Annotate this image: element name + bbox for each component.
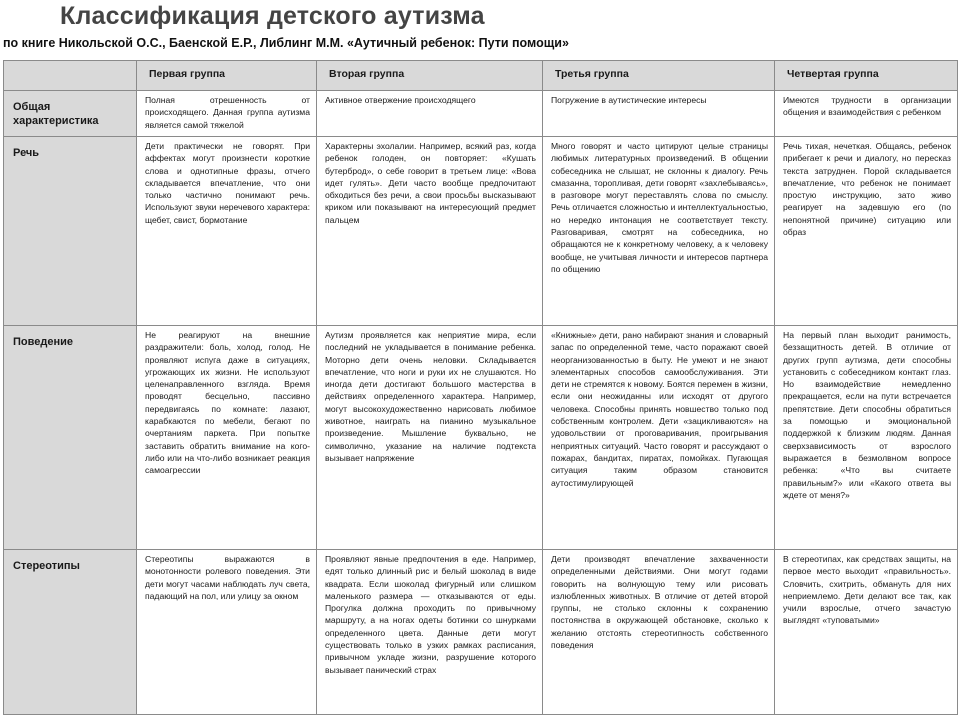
cell-general-group-4: Имеются трудности в организации общения и взаимодействия с ребенком [775, 91, 958, 137]
cell-general-group-2: Активное отвержение происходящего [317, 91, 543, 137]
cell-stereotypes-group-1: Стереотипы выражаются в монотонности ролевого поведения. Эти дети могут часами наблюдать луч света, падающий на пол, или улицу за окном [137, 550, 317, 715]
cell-behavior-group-3: «Книжные» дети, рано набирают знания и словарный запас по определенной теме, часто поражают своей неорганизованностью в быту. Не умеют и не знают элементарных способов самообслуживания. Эти дети не стремятся к новому. Боятся перемен в жизни, если они неожиданны или исходят от другого человека. Способны принять новшество только под собственным контролем. Дети «зацикливаются» на удовольствии от проговаривания, проигрывания неприятных ситуаций. Часто говорят и рассуждают о пожарах, бандитах, пиратах, помойках. Пугающая ситуация таким образом становится аутостимулирующей [543, 326, 775, 550]
cell-speech-group-1: Дети практически не говорят. При аффектах могут произнести короткие слова и однотипные фразы, отчего складывается впечатление, что они только частично понимают речь. Используют звуки неречевого характера: щебет, свист, бормотание [137, 137, 317, 326]
cell-general-group-3: Погружение в аутистические интересы [543, 91, 775, 137]
cell-stereotypes-group-4: В стереотипах, как средствах защиты, на первое место выходит «правильность». Словчить, схитрить, обмануть для них неприемлемо. Дети делают все так, как учили взрослые, отчего зачастую выглядят «туповатыми» [775, 550, 958, 715]
table-header-row [4, 61, 958, 91]
column-header-group-4: Четвертая группа [775, 61, 958, 91]
table-row-behavior [4, 326, 958, 550]
cell-speech-group-2: Характерны эхолалии. Например, всякий раз, когда ребенок голоден, он повторяет: «Кушать бутерброд», о себе говорит в третьем лице: «Вова идет гулять». Дети часто вообще предпочитают обходиться без речи, а свои просьбы высказывают криком или показывают на интересующий предмет пальцем [317, 137, 543, 326]
column-header-group-3: Третья группа [543, 61, 775, 91]
row-header-behavior: Поведение [4, 326, 137, 550]
column-header-group-1: Первая группа [137, 61, 317, 91]
row-header-stereotypes: Стереотипы [4, 550, 137, 715]
cell-stereotypes-group-3: Дети производят впечатление захваченности определенными действиями. Они могут годами говорить на волнующую тему или рисовать излюбленных животных. В отличие от детей второй группы, не столько склонны к сохранению постоянства в окружающей обстановке, сколько к желанию отстоять стереотипность собственного поведения [543, 550, 775, 715]
cell-stereotypes-group-2: Проявляют явные предпочтения в еде. Например, едят только длинный рис и белый шоколад в виде квадрата. Если шоколад фигурный или слишком маленького размера — отказываются от еды. Прогулка должна проходить по привычному маршруту, а на ногах одеты ботинки со шнурками определенного цвета. Данные дети могут существовать только в узких рамках расписания, привычном укладе жизни, разрушение которого вызывает панический страх [317, 550, 543, 715]
cell-general-group-1: Полная отрешенность от происходящего. Данная группа аутизма является самой тяжелой [137, 91, 317, 137]
row-header-speech: Речь [4, 137, 137, 326]
cell-speech-group-4: Речь тихая, нечеткая. Общаясь, ребенок прибегает к речи и диалогу, но пересказ текста затруднен. Порой складывается впечатление, что ребенок не понимает простую инструкцию, зато живо реагирует на задевшую его (по непонятной причине) ситуацию или образ [775, 137, 958, 326]
classification-table [3, 60, 958, 715]
row-header-general: Общая характеристика [4, 91, 137, 137]
page-subtitle: по книге Никольской О.С., Баенской Е.Р., Либлинг М.М. «Аутичный ребенок: Пути помощи» [3, 36, 569, 50]
cell-behavior-group-4: На первый план выходит ранимость, беззащитность детей. В отличие от других групп аутизма, дети способны установить с собеседником контакт глаз. Но взаимодействие немедленно прекращается, если на пути встречается препятствие. Дети способны обратиться за помощью и эмоциональной поддержкой к близким людям. Данная сверхзависимость от взрослого выражается в безмолвном вопросе ребенка: «Что вы считаете правильным?» или «Какого ответа вы ждете от меня?» [775, 326, 958, 550]
column-header-group-2: Вторая группа [317, 61, 543, 91]
table-row-general [4, 91, 958, 137]
table-row-stereotypes [4, 550, 958, 715]
cell-behavior-group-1: Не реагируют на внешние раздражители: боль, холод, голод. Не проявляют испуга даже в ситуациях, угрожающих их жизни. Не используют целенаправленного взгляда. Время проводят бесцельно, пассивно передвигаясь по комнате: лазают, карабкаются по мебели, бегают по очертаниям паркета. При попытке заставить обратить внимание на кого-либо или на что-либо возникает реакция самоагрессии [137, 326, 317, 550]
cell-behavior-group-2: Аутизм проявляется как неприятие мира, если последний не укладывается в понимание ребенка. Моторно дети очень неловки. Складывается впечатление, что ноги и руки их не слушаются. Но иногда дети достигают большого мастерства в действиях определенного характера. Например, могут высокохудожественно нарисовать любимое животное, наиграть на пианино музыкальное произведение. Мышление буквально, не символично, указание на наличие подтекста вызывает напряжение [317, 326, 543, 550]
page-title: Классификация детского аутизма [60, 2, 485, 30]
header-corner-cell [4, 61, 137, 91]
table-row-speech [4, 137, 958, 326]
cell-speech-group-3: Много говорят и часто цитируют целые страницы любимых литературных произведений. В общении собеседника не слышат, не склонны к диалогу. Речь смазанна, торопливая, дети говорят «захлебываясь», в разговоре могут переставлять слова по смыслу. Речь отличается сложностью и интеллектуальностью, но нередко интонация не соответствует тексту. Разговаривая, смотрят на собеседника, но обращаются не к конкретному человеку, а к человеку вообще, не учитывая личности и интересов партнера по общению [543, 137, 775, 326]
